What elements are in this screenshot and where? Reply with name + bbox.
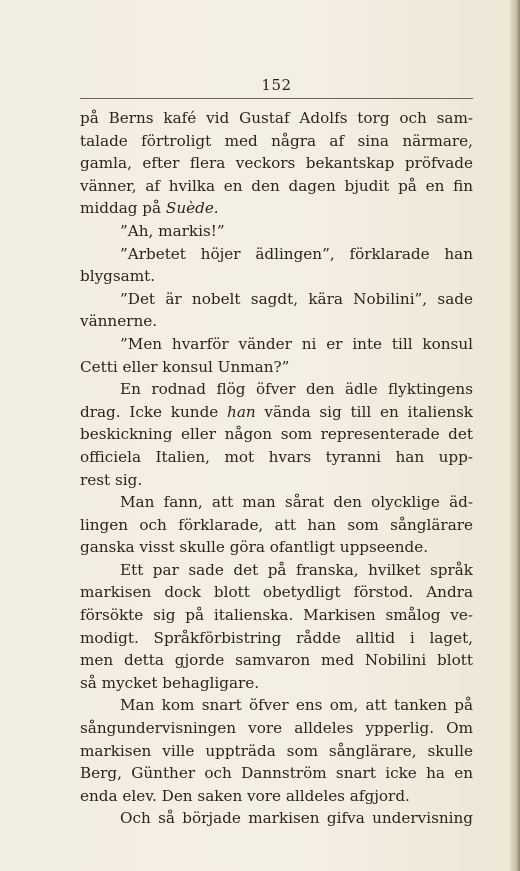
text-line: Och så började markisen gifva undervisning <box>120 809 473 828</box>
page-header <box>80 76 473 99</box>
text-line: försökte sig på italienska. Markisen smålog ve- <box>80 606 473 625</box>
page-number: 152 <box>261 76 292 94</box>
text-line: En rodnad flög öfver den ädle flyktingens <box>120 380 473 399</box>
text-line: vännerne. <box>80 312 158 331</box>
text-segment: middag på <box>80 199 166 218</box>
text-line: Man fann, att man sårat den olycklige äd- <box>120 493 473 512</box>
text-line: men detta gjorde samvaron med Nobilini blott <box>80 651 473 670</box>
emphasized-word: han <box>227 402 256 421</box>
text-line: markisen dock blott obetydligt förstod. Andra <box>80 583 473 602</box>
text-line <box>80 401 473 424</box>
text-line: Cetti eller konsul Unman?” <box>80 357 290 376</box>
emphasized-word: Suède. <box>165 199 219 218</box>
text-line: officiela Italien, mot hvars tyranni han upp- <box>80 447 473 466</box>
text-line: Ett par sade det på franska, hvilket språk <box>120 560 473 579</box>
text-line: ”Ah, markis!” <box>120 221 225 240</box>
text-line: Man kom snart öfver ens om, att tanken på <box>120 696 473 715</box>
text-line: markisen ville uppträda som sånglärare, skulle <box>80 741 473 760</box>
text-line: vänner, af hvilka en den dagen bjudit på en fin <box>80 176 473 195</box>
body-text <box>80 107 473 830</box>
text-line: talade förtroligt med några af sina närmare, <box>80 131 473 150</box>
text-segment: vända sig till en italiensk <box>255 402 473 421</box>
text-line: på Berns kafé vid Gustaf Adolfs torg och sam- <box>80 109 473 127</box>
text-line: modigt. Språkförbistring rådde alltid i laget, <box>80 628 473 647</box>
text-line: beskickning eller någon som representerade det <box>80 425 473 444</box>
text-line <box>80 197 473 220</box>
text-line: enda elev. Den saken vore alldeles afgjord. <box>80 786 410 805</box>
text-line: lingen och förklarade, att han som sånglärare <box>80 515 473 534</box>
text-segment: drag. Icke kunde <box>80 402 228 421</box>
page-edge <box>510 0 520 871</box>
text-line: blygsamt. <box>80 267 156 286</box>
text-line: ganska visst skulle göra ofantligt uppseende. <box>80 538 429 557</box>
text-line: ”Men hvarför vänder ni er inte till konsul <box>120 334 473 353</box>
text-line: Berg, Günther och Dannström snart icke ha en <box>80 764 473 783</box>
text-line: sångundervisningen vore alldeles ypperlig. Om <box>80 719 473 738</box>
text-line: så mycket behagligare. <box>80 673 260 692</box>
text-line: rest sig. <box>80 470 143 489</box>
text-line: ”Arbetet höjer ädlingen”, förklarade han <box>120 244 473 263</box>
text-line: ”Det är nobelt sagdt, kära Nobilini”, sade <box>120 289 473 308</box>
text-line: gamla, efter flera veckors bekantskap pröfvade <box>80 154 473 173</box>
